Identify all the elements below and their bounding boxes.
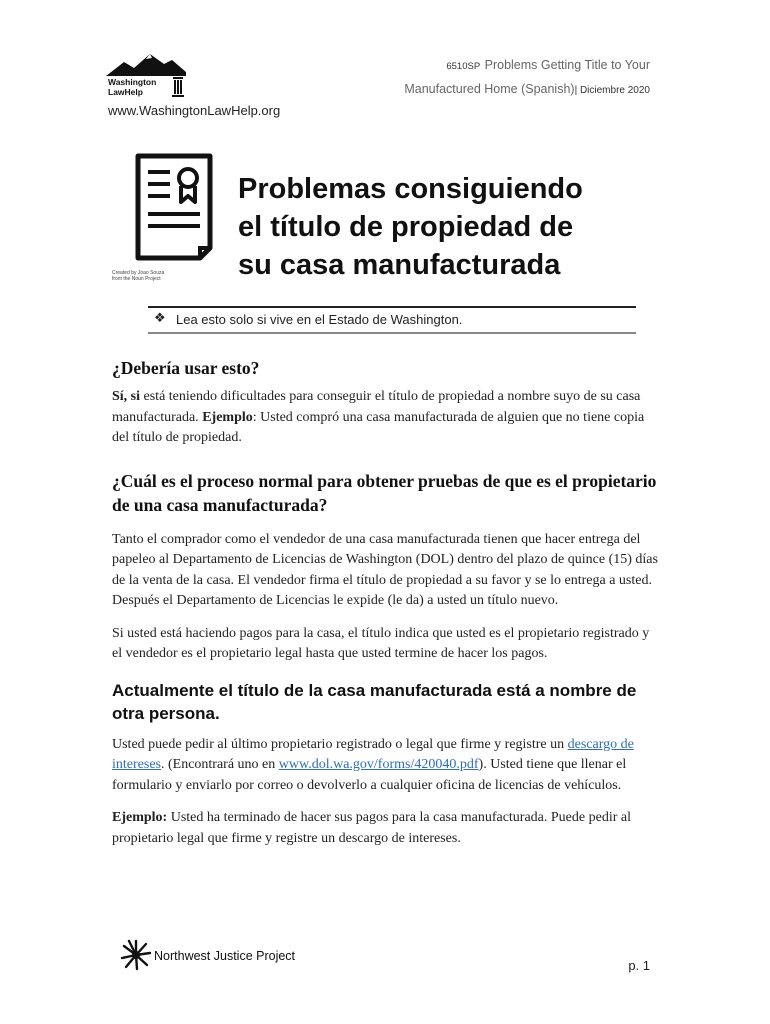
bold-text: Sí, si [112, 389, 141, 404]
notice-text: Lea esto solo si vive en el Estado de Washington. [176, 312, 463, 327]
document-code: 6510SP [446, 61, 481, 72]
section-heading: ¿Debería usar esto? [112, 358, 260, 378]
paragraph: Ejemplo: Usted ha terminado de hacer sus pagos para la casa manufacturada. Puede pedir al propietario legal que firme y registre un descargo de intereses. [112, 810, 631, 846]
paragraph: Si usted está haciendo pagos para la casa, el título indica que usted es el propietario registrado y el vendedor es el propietario legal hasta que usted termine de hacer los pagos. [112, 625, 650, 661]
bold-text: Ejemplo [202, 409, 253, 425]
section-heading: Actualmente el título de la casa manufacturada está a nombre de otra persona. [112, 680, 637, 723]
washington-lawhelp-logo [106, 52, 188, 100]
document-title-line-1: Problems Getting Title to Your [484, 58, 650, 72]
section-heading: ¿Cuál es el proceso normal para obtener pruebas de que es el propietario de una casa manufacturada? [112, 470, 657, 515]
paragraph: Sí, si está teniendo dificultades para conseguir el título de propiedad a nombre suyo de su casa manufacturada. Ejemplo: Usted compró una casa manufacturada de alguien que no tiene copia del título de propiedad. [112, 389, 645, 445]
paragraph: Tanto el comprador como el vendedor de una casa manufacturada tienen que hacer entrega del papeleo al Departamento de Licencias de Washington (DOL) dentro del plazo de quince (15) días de la venta de la casa. El vendedor firma el título de propiedad a su favor y se lo entrega a usted. Después el Departamento de Licencias le expide (le da) a usted un título nuevo. [112, 531, 658, 608]
title-line-3: su casa manufacturada [238, 249, 561, 281]
main-content [112, 356, 662, 861]
page-number: p. 1 [628, 958, 650, 973]
paragraph: Usted puede pedir al último propietario registrado o legal que firme y registre un descargo de intereses. (Encontrará uno en www.dol.wa.gov/forms/420040.pdf). Usted tiene que llenar el formulario y enviarlo por correo o devolverlo a cualquier oficina de licencias de vehículos. [112, 736, 634, 793]
document-meta [404, 54, 650, 102]
document-title-line-2: Manufactured Home (Spanish) [404, 82, 575, 96]
icon-credit: Created by Joao Souza from the Noun Project [112, 270, 165, 282]
diamond-bullet-icon: ❖ [154, 311, 166, 326]
site-url[interactable]: www.WashingtonLawHelp.org [108, 103, 281, 118]
northwest-justice-project-logo-icon [120, 938, 152, 972]
title-line-2: el título de propiedad de [238, 211, 574, 243]
release-of-interest-link[interactable]: descargo de intereses [112, 736, 634, 772]
logo-line-2: LawHelp [108, 87, 143, 97]
page-title [238, 170, 658, 284]
section-should-use [112, 356, 662, 449]
title-line-1: Problemas consiguiendo [238, 173, 583, 205]
document-date: | Diciembre 2020 [574, 85, 650, 96]
column-icon [172, 76, 184, 98]
bold-text: Ejemplo: [112, 810, 168, 825]
footer-org [120, 938, 320, 976]
section-title-other-person [112, 679, 662, 850]
logo-line-1: Washington [108, 77, 157, 87]
dol-form-link[interactable]: www.dol.wa.gov/forms/420040.pdf [278, 757, 479, 772]
notice-bar [148, 306, 636, 334]
org-name: Northwest Justice Project [154, 949, 296, 963]
certificate-document-icon [130, 152, 218, 262]
section-normal-process [112, 469, 662, 665]
